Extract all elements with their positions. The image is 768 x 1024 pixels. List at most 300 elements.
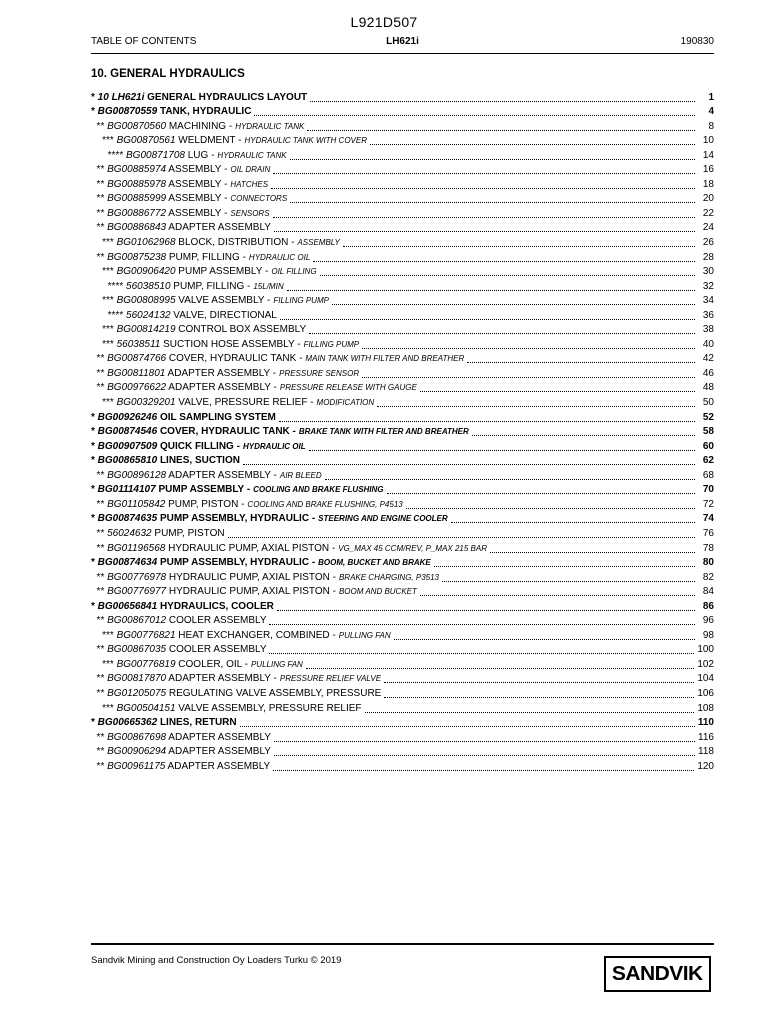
toc-page-number: 1 xyxy=(708,91,714,103)
toc-entry[interactable] xyxy=(91,584,714,599)
toc-page-number: 40 xyxy=(702,338,714,350)
toc-level-marker: **** xyxy=(91,309,127,321)
toc-note: 15L/MIN xyxy=(253,281,284,291)
toc-page-number: 46 xyxy=(702,367,714,379)
toc-page-number: 62 xyxy=(702,455,714,467)
toc-part-code: BG00885999 xyxy=(107,193,167,205)
toc-dot-leader xyxy=(243,455,695,467)
toc-note: HYDRAULIC TANK WITH COVER xyxy=(244,136,367,146)
toc-entry[interactable] xyxy=(91,205,714,220)
toc-dot-leader xyxy=(343,237,695,249)
toc-entry[interactable] xyxy=(91,191,714,206)
toc-title: ASSEMBLY - xyxy=(166,178,228,190)
toc-entry[interactable] xyxy=(91,234,714,249)
toc-note: PULLING FAN xyxy=(338,630,391,640)
toc-page-number: 8 xyxy=(708,120,714,132)
toc-part-code: 56024132 xyxy=(126,309,171,321)
toc-note: PULLING FAN xyxy=(250,659,303,669)
toc-level-marker: *** xyxy=(91,702,117,714)
toc-title: BLOCK, DISTRIBUTION - xyxy=(175,237,295,249)
toc-title: PUMP ASSEMBLY, HYDRAULIC - xyxy=(157,557,316,569)
toc-title: PUMP, FILLING - xyxy=(166,251,246,263)
toc-title: MACHINING - xyxy=(166,120,233,132)
toc-note: VG_MAX 45 CCM/REV, P_MAX 215 BAR xyxy=(338,543,487,553)
toc-title: COVER, HYDRAULIC TANK - xyxy=(166,353,303,365)
toc-level-marker: ** xyxy=(91,120,108,132)
toc-level-marker: ** xyxy=(91,498,108,510)
toc-part-code: BG01196568 xyxy=(107,542,166,554)
toc-part-code: BG00976622 xyxy=(107,382,167,394)
toc-page-number: 20 xyxy=(702,193,714,205)
toc-level-marker: *** xyxy=(91,135,117,147)
toc-note: HYDRAULIC OIL xyxy=(242,441,306,451)
toc-part-code: BG00874635 xyxy=(97,513,158,525)
toc-page-number: 10 xyxy=(702,135,714,147)
toc-note: PRESSURE SENSOR xyxy=(279,368,360,378)
toc-part-code: BG00870560 xyxy=(107,120,167,132)
toc-part-code: BG00896128 xyxy=(107,469,167,481)
toc-entry[interactable] xyxy=(91,322,714,337)
toc-page-number: 22 xyxy=(702,207,714,219)
toc-title: PUMP, PISTON xyxy=(151,527,225,539)
toc-entry[interactable] xyxy=(91,176,714,191)
toc-page-number: 100 xyxy=(697,644,714,656)
toc-entry[interactable] xyxy=(91,569,714,584)
toc-level-marker: * xyxy=(91,484,98,496)
toc-part-code: BG00874766 xyxy=(107,353,167,365)
toc-title: SUCTION HOSE ASSEMBLY - xyxy=(160,338,301,350)
toc-page-number: 34 xyxy=(702,295,714,307)
toc-part-code: BG00961175 xyxy=(107,760,166,772)
toc-level-marker: ** xyxy=(91,746,108,758)
toc-page-number: 96 xyxy=(702,615,714,627)
toc-page-number: 14 xyxy=(702,149,714,161)
toc-dot-leader xyxy=(332,295,695,307)
toc-level-marker: **** xyxy=(91,280,127,292)
sandvik-logo xyxy=(604,956,711,992)
toc-note: MAIN TANK WITH FILTER AND BREATHER xyxy=(305,354,465,364)
toc-dot-leader xyxy=(387,484,695,496)
toc-note: HATCHES xyxy=(230,179,269,189)
toc-title: ASSEMBLY - xyxy=(166,207,228,219)
toc-page-number: 58 xyxy=(702,426,714,438)
toc-part-code: BG00874634 xyxy=(97,557,158,569)
toc-dot-leader xyxy=(365,703,695,715)
toc-entry[interactable] xyxy=(91,525,714,540)
toc-dot-leader xyxy=(307,121,695,133)
toc-title: PUMP ASSEMBLY, HYDRAULIC - xyxy=(157,513,316,525)
toc-part-code: 56038511 xyxy=(116,338,161,350)
toc-page-number: 28 xyxy=(702,251,714,263)
toc-part-code: BG00870561 xyxy=(116,135,176,147)
toc-title: ASSEMBLY - xyxy=(166,193,228,205)
toc-part-code: BG01114107 xyxy=(97,484,156,496)
toc-note: BRAKE CHARGING, P3513 xyxy=(338,572,439,582)
toc-level-marker: *** xyxy=(91,324,117,336)
toc-level-marker: ** xyxy=(91,469,108,481)
toc-entry[interactable] xyxy=(91,89,714,104)
toc-entry[interactable] xyxy=(91,685,714,700)
toc-note: OIL FILLING xyxy=(271,267,317,277)
table-of-contents xyxy=(91,89,714,773)
toc-page-number: 50 xyxy=(702,397,714,409)
toc-level-marker: *** xyxy=(91,338,117,350)
toc-dot-leader xyxy=(472,426,695,438)
toc-note: HYDRAULIC OIL xyxy=(248,252,311,262)
toc-part-code: 56024632 xyxy=(107,527,152,539)
toc-part-code: BG00665362 xyxy=(97,717,158,729)
toc-entry[interactable] xyxy=(91,380,714,395)
toc-entry[interactable] xyxy=(91,671,714,686)
toc-entry[interactable] xyxy=(91,438,714,453)
toc-entry[interactable] xyxy=(91,540,714,555)
toc-level-marker: *** xyxy=(91,266,117,278)
toc-level-marker: * xyxy=(91,557,98,569)
toc-part-code: BG01105842 xyxy=(107,498,166,510)
toc-dot-leader xyxy=(310,92,695,104)
toc-entry[interactable] xyxy=(91,336,714,351)
toc-part-code: 56038510 xyxy=(126,280,171,292)
toc-note: MODIFICATION xyxy=(316,398,375,408)
toc-entry[interactable] xyxy=(91,482,714,497)
toc-entry[interactable] xyxy=(91,627,714,642)
toc-page-number: 78 xyxy=(702,542,714,554)
toc-title: LINES, RETURN xyxy=(157,717,237,729)
toc-level-marker: * xyxy=(91,455,98,467)
toc-entry[interactable] xyxy=(91,133,714,148)
toc-dot-leader xyxy=(362,339,695,351)
toc-entry[interactable] xyxy=(91,715,714,730)
toc-level-marker: ** xyxy=(91,367,108,379)
toc-dot-leader xyxy=(384,673,694,685)
toc-page-number: 110 xyxy=(697,717,714,729)
toc-page-number: 32 xyxy=(702,280,714,292)
toc-entry[interactable] xyxy=(91,700,714,715)
toc-dot-leader xyxy=(269,615,695,627)
toc-page-number: 86 xyxy=(702,600,714,612)
toc-title: HEAT EXCHANGER, COMBINED - xyxy=(175,629,336,641)
toc-level-marker: ** xyxy=(91,687,108,699)
toc-dot-leader xyxy=(370,135,695,147)
toc-level-marker: ** xyxy=(91,644,108,656)
toc-level-marker: * xyxy=(91,440,98,452)
toc-title: HYDRAULIC PUMP, AXIAL PISTON - xyxy=(165,542,336,554)
toc-title: COOLER, OIL - xyxy=(175,658,248,670)
toc-part-code: BG00867698 xyxy=(107,731,167,743)
toc-note: STEERING AND ENGINE COOLER xyxy=(318,514,448,524)
toc-level-marker: ** xyxy=(91,251,108,263)
toc-title: HYDRAULICS, COOLER xyxy=(157,600,274,612)
toc-dot-leader xyxy=(273,761,694,773)
toc-level-marker: ** xyxy=(91,542,108,554)
toc-part-code: BG00656841 xyxy=(97,600,158,612)
toc-title: VALVE ASSEMBLY, PRESSURE RELIEF xyxy=(175,702,362,714)
toc-entry[interactable] xyxy=(91,351,714,366)
toc-part-code: BG00865810 xyxy=(97,455,158,467)
toc-entry[interactable] xyxy=(91,394,714,409)
toc-part-code: BG00886772 xyxy=(107,207,167,219)
toc-dot-leader xyxy=(420,382,695,394)
toc-title: OIL SAMPLING SYSTEM xyxy=(157,411,276,423)
toc-level-marker: ** xyxy=(91,222,108,234)
toc-level-marker: * xyxy=(91,717,98,729)
toc-page-number: 48 xyxy=(702,382,714,394)
toc-dot-leader xyxy=(394,630,695,642)
footer-copyright: Sandvik Mining and Construction Oy Loaders Turku © 2019 xyxy=(91,955,342,966)
toc-part-code: BG00811801 xyxy=(107,367,166,379)
toc-note: HYDRAULIC TANK xyxy=(235,121,305,131)
toc-entry[interactable] xyxy=(91,496,714,511)
toc-part-code: BG00867035 xyxy=(107,644,167,656)
toc-note: COOLING AND BRAKE FLUSHING xyxy=(253,485,384,495)
toc-level-marker: *** xyxy=(91,237,117,249)
toc-level-marker: ** xyxy=(91,193,108,205)
toc-page-number: 104 xyxy=(697,673,714,685)
toc-dot-leader xyxy=(274,746,695,758)
toc-part-code: BG00871708 xyxy=(126,149,185,161)
toc-title: ADAPTER ASSEMBLY - xyxy=(166,382,277,394)
toc-title: HYDRAULIC PUMP, AXIAL PISTON - xyxy=(166,571,336,583)
toc-part-code: BG00906294 xyxy=(107,746,167,758)
toc-entry[interactable] xyxy=(91,307,714,322)
toc-part-code: BG00907509 xyxy=(97,440,158,452)
toc-title: CONTROL BOX ASSEMBLY xyxy=(175,324,307,336)
toc-part-code: BG00817870 xyxy=(107,673,167,685)
toc-note: OIL DRAIN xyxy=(230,165,271,175)
toc-note: FILLING PUMP xyxy=(303,339,360,349)
section-title: 10. GENERAL HYDRAULICS xyxy=(91,68,245,80)
toc-title: LINES, SUCTION xyxy=(157,455,240,467)
toc-page-number: 24 xyxy=(702,222,714,234)
toc-part-code: BG00886843 xyxy=(107,222,167,234)
toc-dot-leader xyxy=(362,368,695,380)
page-header xyxy=(91,36,714,50)
header-model-label: LH621i xyxy=(386,36,419,47)
toc-dot-leader xyxy=(274,222,695,234)
toc-entry[interactable] xyxy=(91,147,714,162)
toc-entry[interactable] xyxy=(91,293,714,308)
toc-dot-leader xyxy=(377,397,695,409)
toc-entry[interactable] xyxy=(91,511,714,526)
toc-part-code: 10 LH621i xyxy=(97,91,145,103)
toc-level-marker: ** xyxy=(91,164,108,176)
toc-title: GENERAL HYDRAULICS LAYOUT xyxy=(144,91,308,103)
document-id: L921D507 xyxy=(350,14,418,30)
toc-level-marker: ** xyxy=(91,615,108,627)
toc-level-marker: *** xyxy=(91,295,117,307)
toc-dot-leader xyxy=(309,441,695,453)
toc-entry[interactable] xyxy=(91,162,714,177)
toc-entry[interactable] xyxy=(91,656,714,671)
toc-page-number: 102 xyxy=(697,658,714,670)
toc-note: BOOM, BUCKET AND BRAKE xyxy=(318,558,431,568)
toc-level-marker: * xyxy=(91,411,98,423)
toc-dot-leader xyxy=(309,324,695,336)
toc-entry[interactable] xyxy=(91,278,714,293)
toc-title: PUMP, PISTON - xyxy=(165,498,245,510)
toc-dot-leader xyxy=(279,412,695,424)
toc-level-marker: ** xyxy=(91,673,108,685)
toc-level-marker: ** xyxy=(91,586,108,598)
toc-dot-leader xyxy=(290,193,695,205)
toc-page-number: 70 xyxy=(702,484,714,496)
toc-part-code: BG00776821 xyxy=(116,629,176,641)
toc-note: HYDRAULIC TANK xyxy=(217,150,287,160)
toc-title: ADAPTER ASSEMBLY - xyxy=(166,673,277,685)
toc-page-number: 80 xyxy=(702,557,714,569)
toc-title: ASSEMBLY - xyxy=(166,164,228,176)
toc-dot-leader xyxy=(434,557,695,569)
toc-entry[interactable] xyxy=(91,104,714,119)
toc-title: ADAPTER ASSEMBLY - xyxy=(165,367,277,379)
toc-entry[interactable] xyxy=(91,220,714,235)
toc-level-marker: ** xyxy=(91,760,108,772)
toc-part-code: BG00870559 xyxy=(97,106,158,118)
logo-wordmark: SANDVIK xyxy=(612,962,703,985)
toc-level-marker: *** xyxy=(91,397,117,409)
toc-page-number: 118 xyxy=(698,746,714,758)
toc-part-code: BG01205075 xyxy=(107,687,167,699)
toc-note: COOLING AND BRAKE FLUSHING, P4513 xyxy=(247,499,403,509)
toc-note: SENSORS xyxy=(230,208,270,218)
toc-dot-leader xyxy=(274,732,695,744)
toc-level-marker: * xyxy=(91,91,98,103)
toc-part-code: BG00776978 xyxy=(107,571,167,583)
toc-level-marker: **** xyxy=(91,149,127,161)
toc-dot-leader xyxy=(313,252,695,264)
toc-entry[interactable] xyxy=(91,424,714,439)
toc-dot-leader xyxy=(420,586,695,598)
toc-part-code: BG00926246 xyxy=(97,411,158,423)
toc-entry[interactable] xyxy=(91,467,714,482)
toc-page-number: 36 xyxy=(702,309,714,321)
toc-dot-leader xyxy=(320,266,695,278)
header-left-label: TABLE OF CONTENTS xyxy=(91,36,197,47)
toc-title: ADAPTER ASSEMBLY xyxy=(166,746,271,758)
toc-page-number: 68 xyxy=(702,469,714,481)
toc-level-marker: ** xyxy=(91,527,108,539)
toc-dot-leader xyxy=(467,353,695,365)
toc-dot-leader xyxy=(277,601,695,613)
toc-entry[interactable] xyxy=(91,642,714,657)
toc-note: PRESSURE RELEASE WITH GAUGE xyxy=(279,383,417,393)
toc-note: ASSEMBLY xyxy=(297,238,340,248)
toc-dot-leader xyxy=(406,499,695,511)
toc-entry[interactable] xyxy=(91,118,714,133)
toc-page-number: 116 xyxy=(698,731,714,743)
footer-rule xyxy=(91,943,714,945)
toc-page-number: 84 xyxy=(702,586,714,598)
toc-title: REGULATING VALVE ASSEMBLY, PRESSURE xyxy=(166,687,382,699)
toc-page-number: 106 xyxy=(697,687,714,699)
toc-dot-leader xyxy=(273,164,695,176)
toc-entry[interactable] xyxy=(91,744,714,759)
toc-entry[interactable] xyxy=(91,555,714,570)
toc-dot-leader xyxy=(271,179,695,191)
toc-entry[interactable] xyxy=(91,249,714,264)
toc-page-number: 98 xyxy=(702,629,714,641)
toc-part-code: BG00776977 xyxy=(107,586,167,598)
toc-entry[interactable] xyxy=(91,613,714,628)
toc-title: WELDMENT - xyxy=(175,135,242,147)
toc-level-marker: * xyxy=(91,426,98,438)
toc-part-code: BG00867012 xyxy=(107,615,167,627)
header-rule xyxy=(91,53,714,54)
toc-dot-leader xyxy=(451,513,695,525)
toc-page-number: 82 xyxy=(702,571,714,583)
toc-title: VALVE ASSEMBLY - xyxy=(175,295,271,307)
toc-entry[interactable] xyxy=(91,598,714,613)
toc-part-code: BG01062968 xyxy=(116,237,176,249)
toc-dot-leader xyxy=(254,106,695,118)
toc-title: ADAPTER ASSEMBLY xyxy=(166,731,271,743)
toc-page-number: 72 xyxy=(702,498,714,510)
toc-entry[interactable] xyxy=(91,729,714,744)
toc-level-marker: * xyxy=(91,513,98,525)
toc-entry[interactable] xyxy=(91,264,714,279)
toc-part-code: BG00906420 xyxy=(116,266,176,278)
toc-level-marker: *** xyxy=(91,658,117,670)
toc-note: CONNECTORS xyxy=(230,194,288,204)
toc-title: QUICK FILLING - xyxy=(157,440,240,452)
toc-level-marker: * xyxy=(91,600,98,612)
toc-dot-leader xyxy=(287,281,695,293)
header-date-code: 190830 xyxy=(680,36,714,47)
toc-page-number: 74 xyxy=(702,513,714,525)
toc-part-code: BG00814219 xyxy=(116,324,176,336)
toc-page-number: 42 xyxy=(702,353,714,365)
toc-title: LUG - xyxy=(184,149,215,161)
toc-dot-leader xyxy=(269,644,694,656)
toc-note: PRESSURE RELIEF VALVE xyxy=(279,674,382,684)
toc-level-marker: ** xyxy=(91,731,108,743)
toc-page-number: 120 xyxy=(697,760,714,772)
toc-page-number: 60 xyxy=(702,440,714,452)
toc-level-marker: ** xyxy=(91,571,108,583)
toc-title: ADAPTER ASSEMBLY xyxy=(166,222,271,234)
toc-note: AIR BLEED xyxy=(279,470,322,480)
toc-page-number: 108 xyxy=(697,702,714,714)
toc-level-marker: ** xyxy=(91,353,108,365)
toc-page-number: 4 xyxy=(708,106,714,118)
toc-title: VALVE, PRESSURE RELIEF - xyxy=(175,397,314,409)
toc-dot-leader xyxy=(384,688,694,700)
toc-title: ADAPTER ASSEMBLY - xyxy=(166,469,277,481)
toc-entry[interactable] xyxy=(91,758,714,773)
toc-part-code: BG00776819 xyxy=(116,658,176,670)
toc-entry[interactable] xyxy=(91,365,714,380)
toc-dot-leader xyxy=(273,208,695,220)
toc-dot-leader xyxy=(306,659,694,671)
toc-entry[interactable] xyxy=(91,409,714,424)
toc-entry[interactable] xyxy=(91,453,714,468)
toc-page-number: 30 xyxy=(702,266,714,278)
toc-title: TANK, HYDRAULIC xyxy=(157,106,252,118)
toc-dot-leader xyxy=(240,717,695,729)
toc-page-number: 52 xyxy=(702,411,714,423)
toc-part-code: BG00329201 xyxy=(116,397,176,409)
toc-level-marker: ** xyxy=(91,207,108,219)
toc-note: FILLING PUMP xyxy=(273,296,329,306)
toc-level-marker: ** xyxy=(91,382,108,394)
toc-level-marker: *** xyxy=(91,629,117,641)
toc-level-marker: * xyxy=(91,106,98,118)
toc-title: VALVE, DIRECTIONAL xyxy=(170,309,277,321)
toc-dot-leader xyxy=(290,150,695,162)
toc-title: COOLER ASSEMBLY xyxy=(166,644,267,656)
toc-dot-leader xyxy=(490,543,695,555)
toc-part-code: BG00875238 xyxy=(107,251,167,263)
